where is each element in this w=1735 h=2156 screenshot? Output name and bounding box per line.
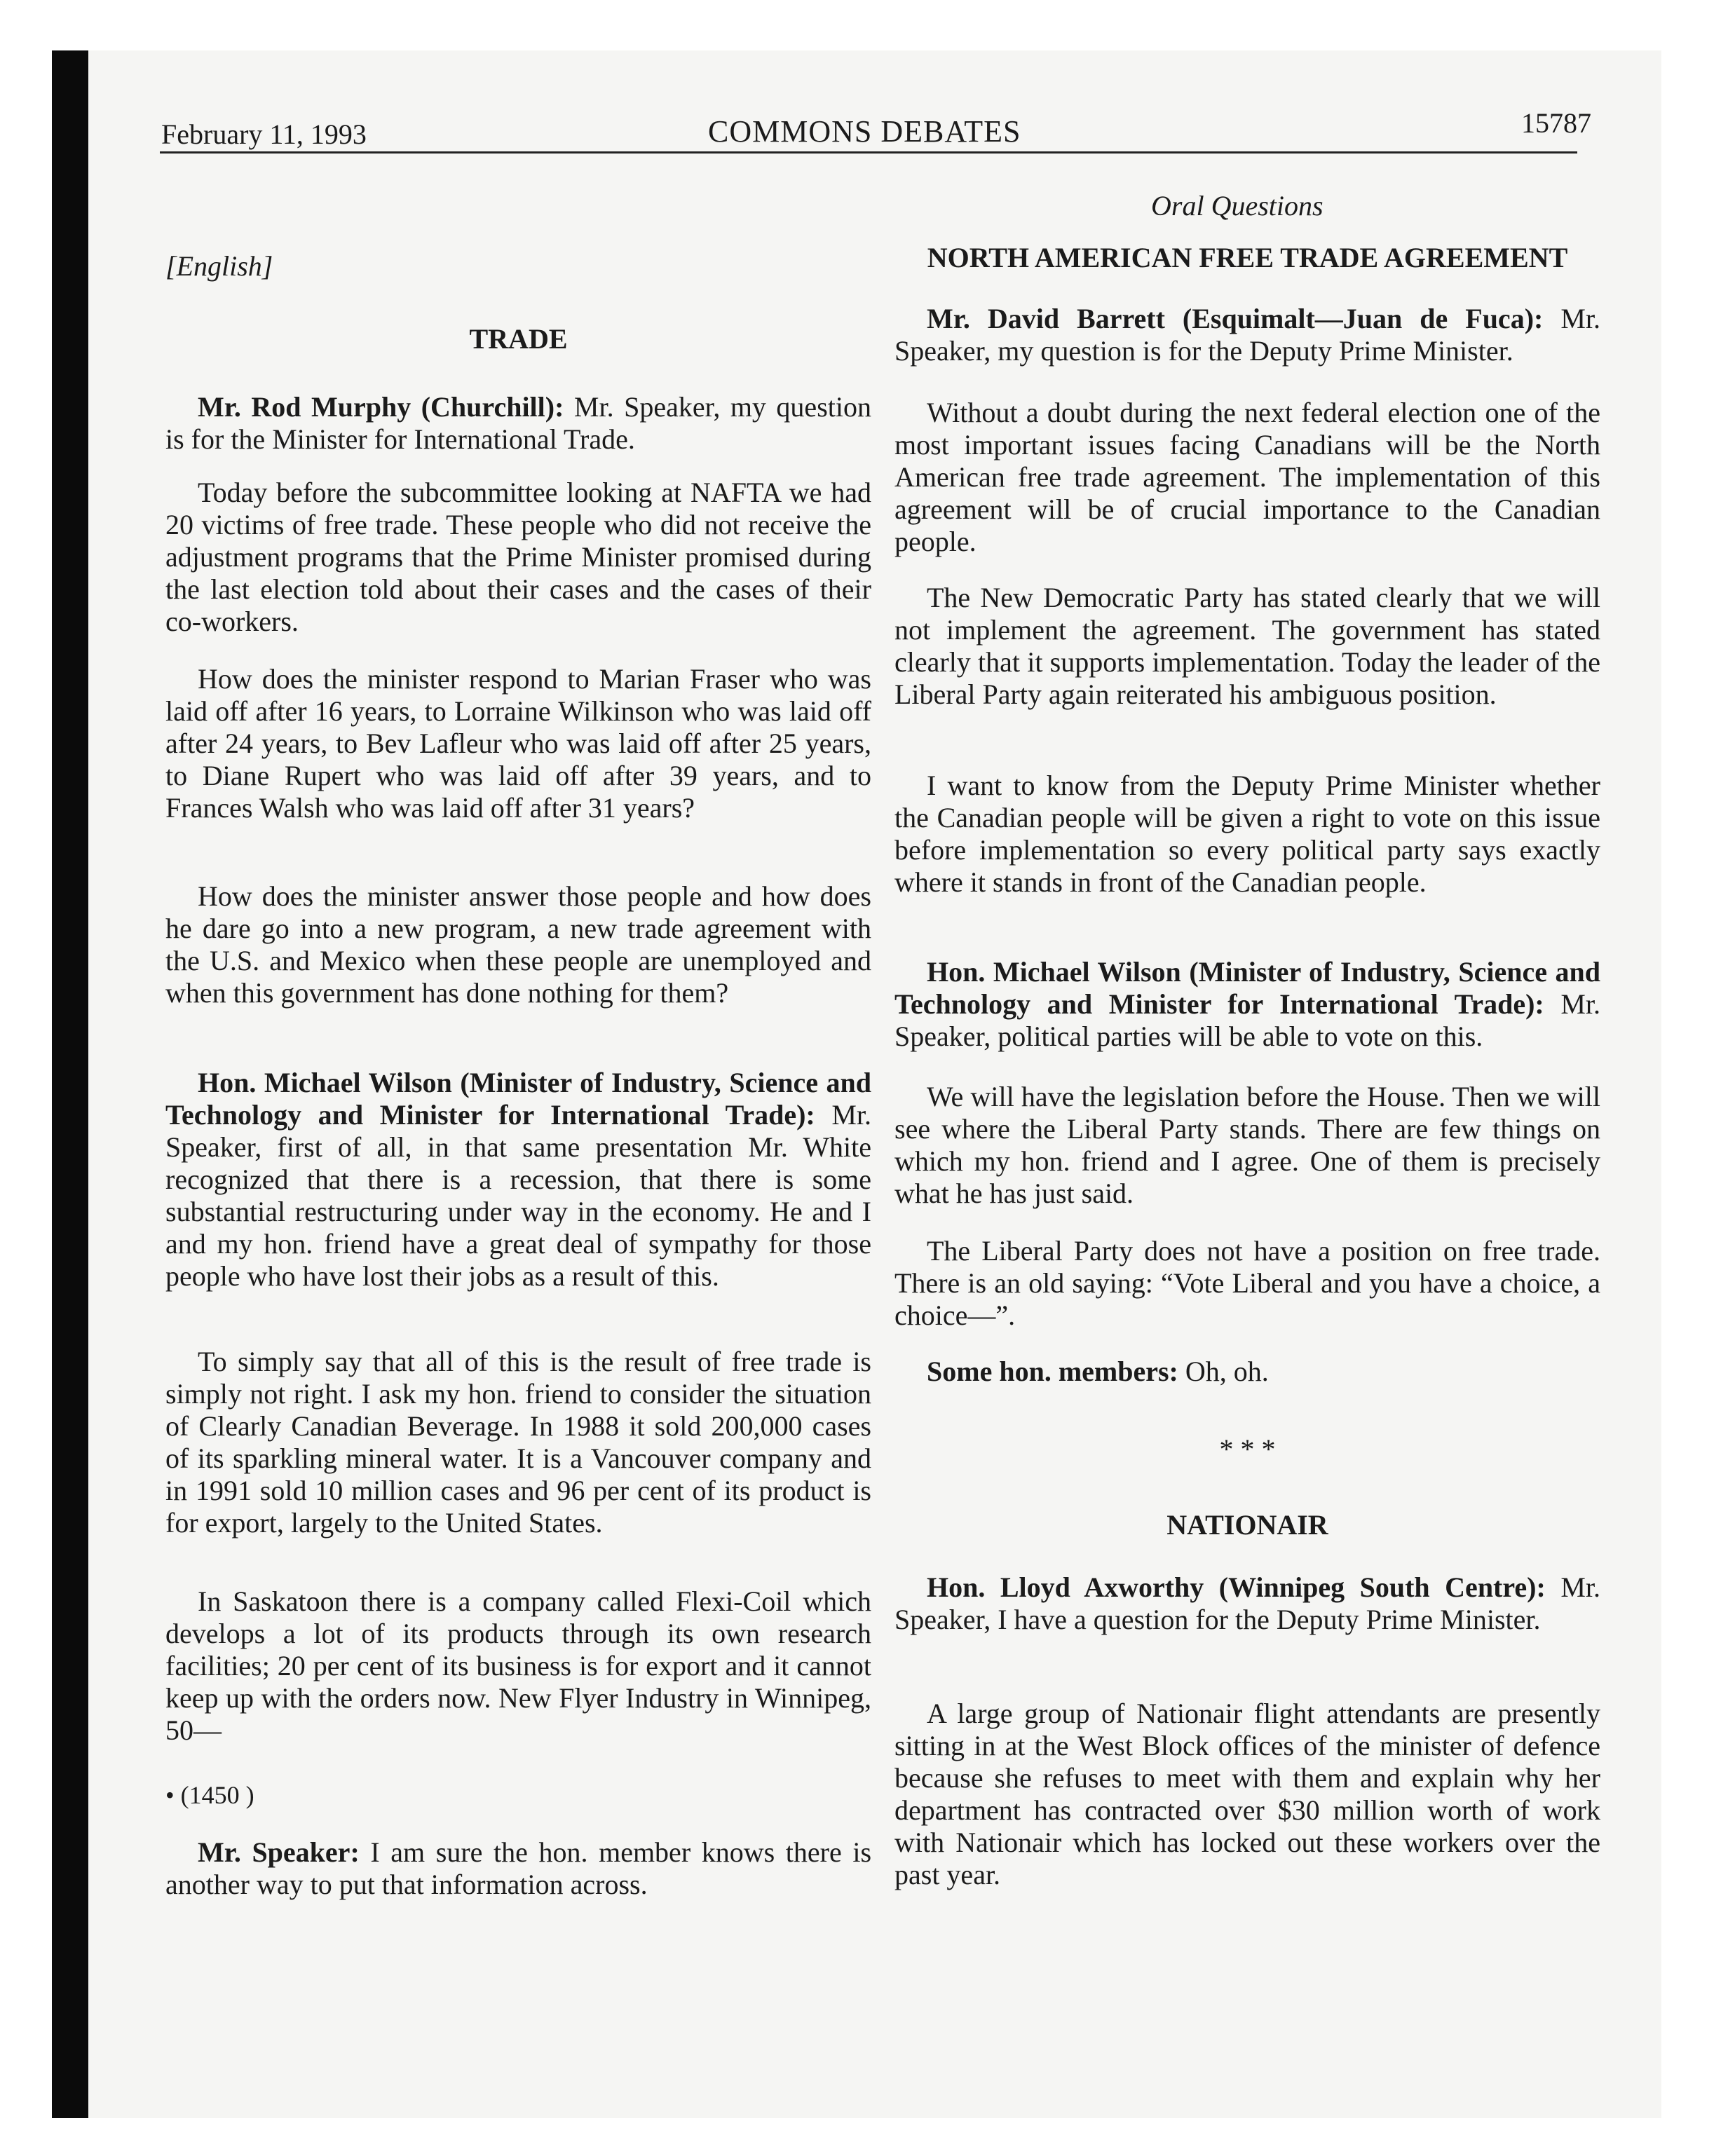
paragraph: A large group of Nationair flight attendants are presently sitting in at the West Block offices of the minister of defence because she refuses to meet with them and explain why her department has contracted over $30 million worth of work with Nationair which has locked out these workers over the past year.	[894, 1698, 1600, 1890]
section-separator: * * *	[1219, 1433, 1276, 1465]
speaker-name: Hon. Lloyd Axworthy (Winnipeg South Centre):	[927, 1571, 1546, 1603]
speech-text: Mr. Speaker, political parties will be able to vote on this.	[894, 988, 1600, 1052]
header-title: COMMONS DEBATES	[708, 114, 1021, 149]
paragraph: How does the minister respond to Marian Fraser who was laid off after 16 years, to Lorraine Wilkinson who was laid off after 24 years, to Bev Lafleur who was laid off after 25 years, to Diane Rupert who was laid off after 39 years, and to Frances Walsh who was laid off after 31 years?	[165, 663, 871, 824]
speech-text: Mr. Speaker, I have a question for the Deputy Prime Minister.	[894, 1571, 1601, 1635]
paragraph: The Liberal Party does not have a position on free trade. There is an old saying: “Vote Liberal and you have a choice, a choice—”.	[894, 1235, 1600, 1331]
scan-binding-edge	[52, 50, 88, 2118]
speaker-name: Mr. David Barrett (Esquimalt—Juan de Fuca):	[927, 303, 1544, 334]
speaker-name: Hon. Michael Wilson (Minister of Industry, Science and Technology and Minister for International Trade):	[894, 956, 1600, 1020]
paragraph	[894, 956, 1600, 1053]
header-date: February 11, 1993	[161, 118, 367, 150]
header-rule	[160, 151, 1577, 153]
paragraph: To simply say that all of this is the result of free trade is simply not right. I ask my hon. friend to consider the situation of Clearly Canadian Beverage. In 1988 it sold 200,000 cases of its sparkling mineral water. It is a Vancouver company and in 1991 sold 10 million cases and 96 per cent of its product is for export, largely to the United States.	[165, 1346, 871, 1538]
speaker-name: Some hon. members:	[927, 1356, 1178, 1387]
section-heading-nationair: NATIONAIR	[1166, 1509, 1328, 1541]
speech-text: Mr. Speaker, my question is for the Deputy Prime Minister.	[894, 303, 1601, 367]
paragraph	[165, 1067, 871, 1292]
speech-text: I am sure the hon. member knows there is another way to put that information across.	[165, 1836, 872, 1900]
paragraph	[165, 391, 871, 456]
language-tag: [English]	[165, 250, 273, 282]
speaker-name: Hon. Michael Wilson (Minister of Industry, Science and Technology and Minister for International Trade):	[165, 1067, 871, 1131]
speaker-name: Mr. Speaker:	[198, 1836, 360, 1868]
running-head: Oral Questions	[1151, 190, 1324, 221]
speaker-name: Mr. Rod Murphy (Churchill):	[198, 391, 564, 423]
paragraph: The New Democratic Party has stated clearly that we will not implement the agreement. The government has stated clearly that it supports implementation. Today the leader of the Liberal Party again reiterated his ambiguous position.	[894, 582, 1600, 710]
paragraph	[894, 1356, 1600, 1388]
paragraph: Without a doubt during the next federal election one of the most important issues facing Canadians will be the North American free trade agreement. The implementation of this agreement will be of crucial importance to the Canadian people.	[894, 397, 1600, 557]
paragraph	[894, 1571, 1600, 1636]
time-marker: • (1450 )	[165, 1781, 254, 1809]
section-heading-trade: TRADE	[469, 323, 568, 355]
speech-text: Mr. Speaker, first of all, in that same presentation Mr. White recognized that there is a recession, that there is some substantial restructuring under way in the economy. He and I and my hon. friend have a great deal of sympathy for those people who have lost their jobs as a result of this.	[165, 1099, 871, 1292]
paragraph: In Saskatoon there is a company called Flexi-Coil which develops a lot of its products through its own research facilities; 20 per cent of its business is for export and it cannot keep up with the orders now. New Flyer Industry in Winnipeg, 50—	[165, 1585, 871, 1746]
speech-text: Mr. Speaker, my question is for the Minister for International Trade.	[165, 391, 871, 455]
paragraph: How does the minister answer those people and how does he dare go into a new program, a new trade agreement with the U.S. and Mexico when these people are unemployed and when this government has done nothing for them?	[165, 880, 871, 1009]
header-page-number: 15787	[1521, 107, 1591, 139]
paragraph: We will have the legislation before the House. Then we will see where the Liberal Party stands. There are few things on which my hon. friend and I agree. One of them is precisely what he has just said.	[894, 1081, 1600, 1209]
speech-text: Oh, oh.	[1185, 1356, 1269, 1387]
paragraph	[165, 1836, 871, 1901]
paragraph: I want to know from the Deputy Prime Minister whether the Canadian people will be given a right to vote on this issue before implementation so every political party says exactly where it stands in front of the Canadian people.	[894, 770, 1600, 898]
section-heading-nafta: NORTH AMERICAN FREE TRADE AGREEMENT	[927, 242, 1568, 273]
paragraph: Today before the subcommittee looking at NAFTA we had 20 victims of free trade. These people who did not receive the adjustment programs that the Prime Minister promised during the last election told about their cases and the cases of their co-workers.	[165, 477, 871, 637]
paragraph	[894, 303, 1600, 367]
